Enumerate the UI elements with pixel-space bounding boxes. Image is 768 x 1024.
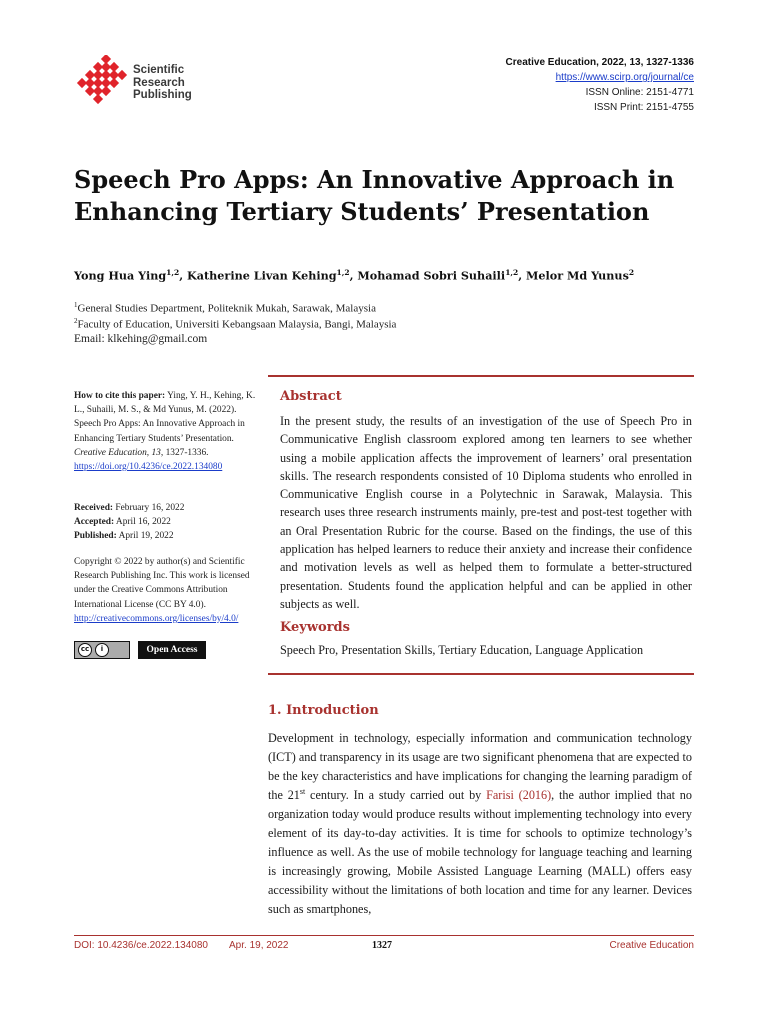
received-value: February 16, 2022 [115, 503, 185, 513]
cc-icon: cc [78, 643, 92, 657]
article-dates [74, 501, 262, 544]
issn-online: ISSN Online: 2151-4771 [585, 87, 694, 98]
intro-text-part3: , the author implied that no organization today would produce results without implementing technology into every element of its day-to-day activities. It is time for schools to optimize technology’s influence as well. As the use of mobile technology for language teaching and learning is increasingly growing, Mobile Assisted Language Learning (MALL) offers easy accessibility without the limitations of both location and time for any learner. Devices such as smartphones, [268, 788, 692, 916]
published-label: Published: [74, 531, 117, 542]
journal-url-link[interactable]: https://www.scirp.org/journal/ce [555, 72, 694, 83]
scirp-diamond-icon [76, 55, 132, 107]
abstract-top-rule [268, 375, 694, 377]
footer-journal: Creative Education [609, 940, 694, 951]
affiliation-marker: 1 [74, 301, 78, 309]
citation-link[interactable]: Farisi (2016) [486, 788, 552, 802]
author-list [74, 268, 634, 283]
publisher-logo [76, 55, 200, 107]
logo-diamond [93, 94, 103, 104]
received-date [74, 501, 262, 515]
how-to-cite-pages: 1327-1336. [165, 447, 209, 458]
logo-diamond [117, 70, 127, 80]
intro-text-part1: Development in technology, especially information and communication technology (ICT) and transparency in its usage are two significant phenomena that are expected to be the key characteristics and have implications for changing the learning paradigm of the 21 [268, 731, 692, 802]
accepted-value: April 16, 2022 [115, 517, 171, 528]
publisher-name-line1: Scientific [133, 64, 185, 76]
license-link[interactable]: http://creativecommons.org/licenses/by/4.0/ [74, 613, 239, 624]
keywords-bottom-rule [268, 673, 694, 675]
how-to-cite [74, 389, 262, 474]
footer-rule [74, 935, 694, 936]
affiliation-1 [74, 301, 376, 315]
abstract-heading: Abstract [280, 389, 342, 404]
corresponding-email[interactable]: Email: klkehing@gmail.com [74, 333, 208, 345]
accepted-label: Accepted: [74, 517, 115, 528]
logo-diamond [109, 78, 119, 88]
journal-meta [506, 55, 694, 115]
ordinal-suffix: st [299, 786, 306, 796]
doi-link[interactable]: https://doi.org/10.4236/ce.2022.134080 [74, 462, 223, 473]
copyright-text: Copyright © 2022 by author(s) and Scientific Research Publishing Inc. This work is licensed under the Creative Commons Attribution International License (CC BY 4.0). [74, 557, 250, 610]
journal-citation: Creative Education, 2022, 13, 1327-1336 [505, 57, 694, 68]
open-access-badge[interactable]: Open Access [138, 641, 206, 659]
author-name: Katherine Livan Kehing [187, 268, 337, 283]
author-name: Yong Hua Ying [74, 268, 167, 283]
received-label: Received: [74, 503, 114, 513]
paper-title-line1: Speech Pro Apps: An Innovative Approach in [74, 165, 675, 194]
paper-title [74, 164, 694, 228]
introduction-heading: 1. Introduction [268, 703, 379, 718]
affiliation-2 [74, 317, 396, 331]
publisher-name [133, 64, 192, 102]
how-to-cite-journal: Creative Education, 13, [74, 447, 164, 458]
author-affiliation-marker: 1,2 [166, 268, 180, 277]
published-date [74, 529, 262, 543]
footer-date: Apr. 19, 2022 [229, 940, 289, 951]
affiliation-text: General Studies Department, Politeknik Mukah, Sarawak, Malaysia [77, 302, 376, 315]
author-separator: , [349, 268, 358, 283]
accepted-date [74, 515, 262, 529]
published-value: April 19, 2022 [118, 531, 174, 542]
by-person-icon: i [95, 643, 109, 657]
footer-doi: DOI: 10.4236/ce.2022.134080 [74, 940, 208, 951]
issn-print: ISSN Print: 2151-4755 [593, 102, 694, 113]
author-affiliation-marker: 2 [628, 268, 635, 277]
abstract-text: In the present study, the results of an investigation of the use of Speech Pro in Communicative English classroom explored among ten learners to see whether using a mobile application affects the improvement of learners’ oral presentation skills. The research respondents consisted of 10 Diploma students who enrolled in Communicative English course in a Polytechnic in Sarawak, Malaysia. This research uses three research instruments mainly, pre-test and post-test together with an Oral Presentation Rubric for the course. Based on the findings, the use of this application has helped learners to reduce their anxiety and increase their confidence and motivation levels as well as helped them to formulate a better-structured presentation. Students found the application helpful and can be applied in other subjects as well. [280, 414, 692, 611]
paper-title-line2: Enhancing Tertiary Students’ Presentation [74, 197, 650, 226]
keywords-heading: Keywords [280, 620, 350, 635]
author-separator: , [179, 268, 188, 283]
keywords-text: Speech Pro, Presentation Skills, Tertiary Education, Language Application [280, 643, 644, 657]
publisher-name-line3: Publishing [133, 89, 192, 101]
page-number: 1327 [372, 940, 392, 951]
how-to-cite-text: Ying, Y. H., Kehing, K. L., Suhaili, M. S., & Md Yunus, M. (2022). Speech Pro Apps: An Innovative Approach in Enhancing Tertiary Students’ Presentation. [74, 391, 256, 444]
author-separator: , [518, 268, 527, 283]
affiliation-text: Faculty of Education, Universiti Kebangsaan Malaysia, Bangi, Malaysia [77, 318, 397, 331]
author-name: Mohamad Sobri Suhaili [357, 268, 506, 283]
author-affiliation-marker: 1,2 [505, 268, 519, 277]
affiliation-marker: 2 [74, 317, 78, 325]
logo-diamond [101, 86, 111, 96]
how-to-cite-label: How to cite this paper: [74, 391, 166, 401]
copyright-notice [74, 555, 262, 626]
introduction-text [268, 729, 692, 919]
author-name: Melor Md Yunus [526, 268, 629, 283]
publisher-name-line2: Research [133, 76, 185, 89]
intro-text-part2: century. In a study carried out by [305, 788, 487, 802]
author-affiliation-marker: 1,2 [336, 268, 350, 277]
cc-by-badge[interactable] [74, 641, 130, 659]
